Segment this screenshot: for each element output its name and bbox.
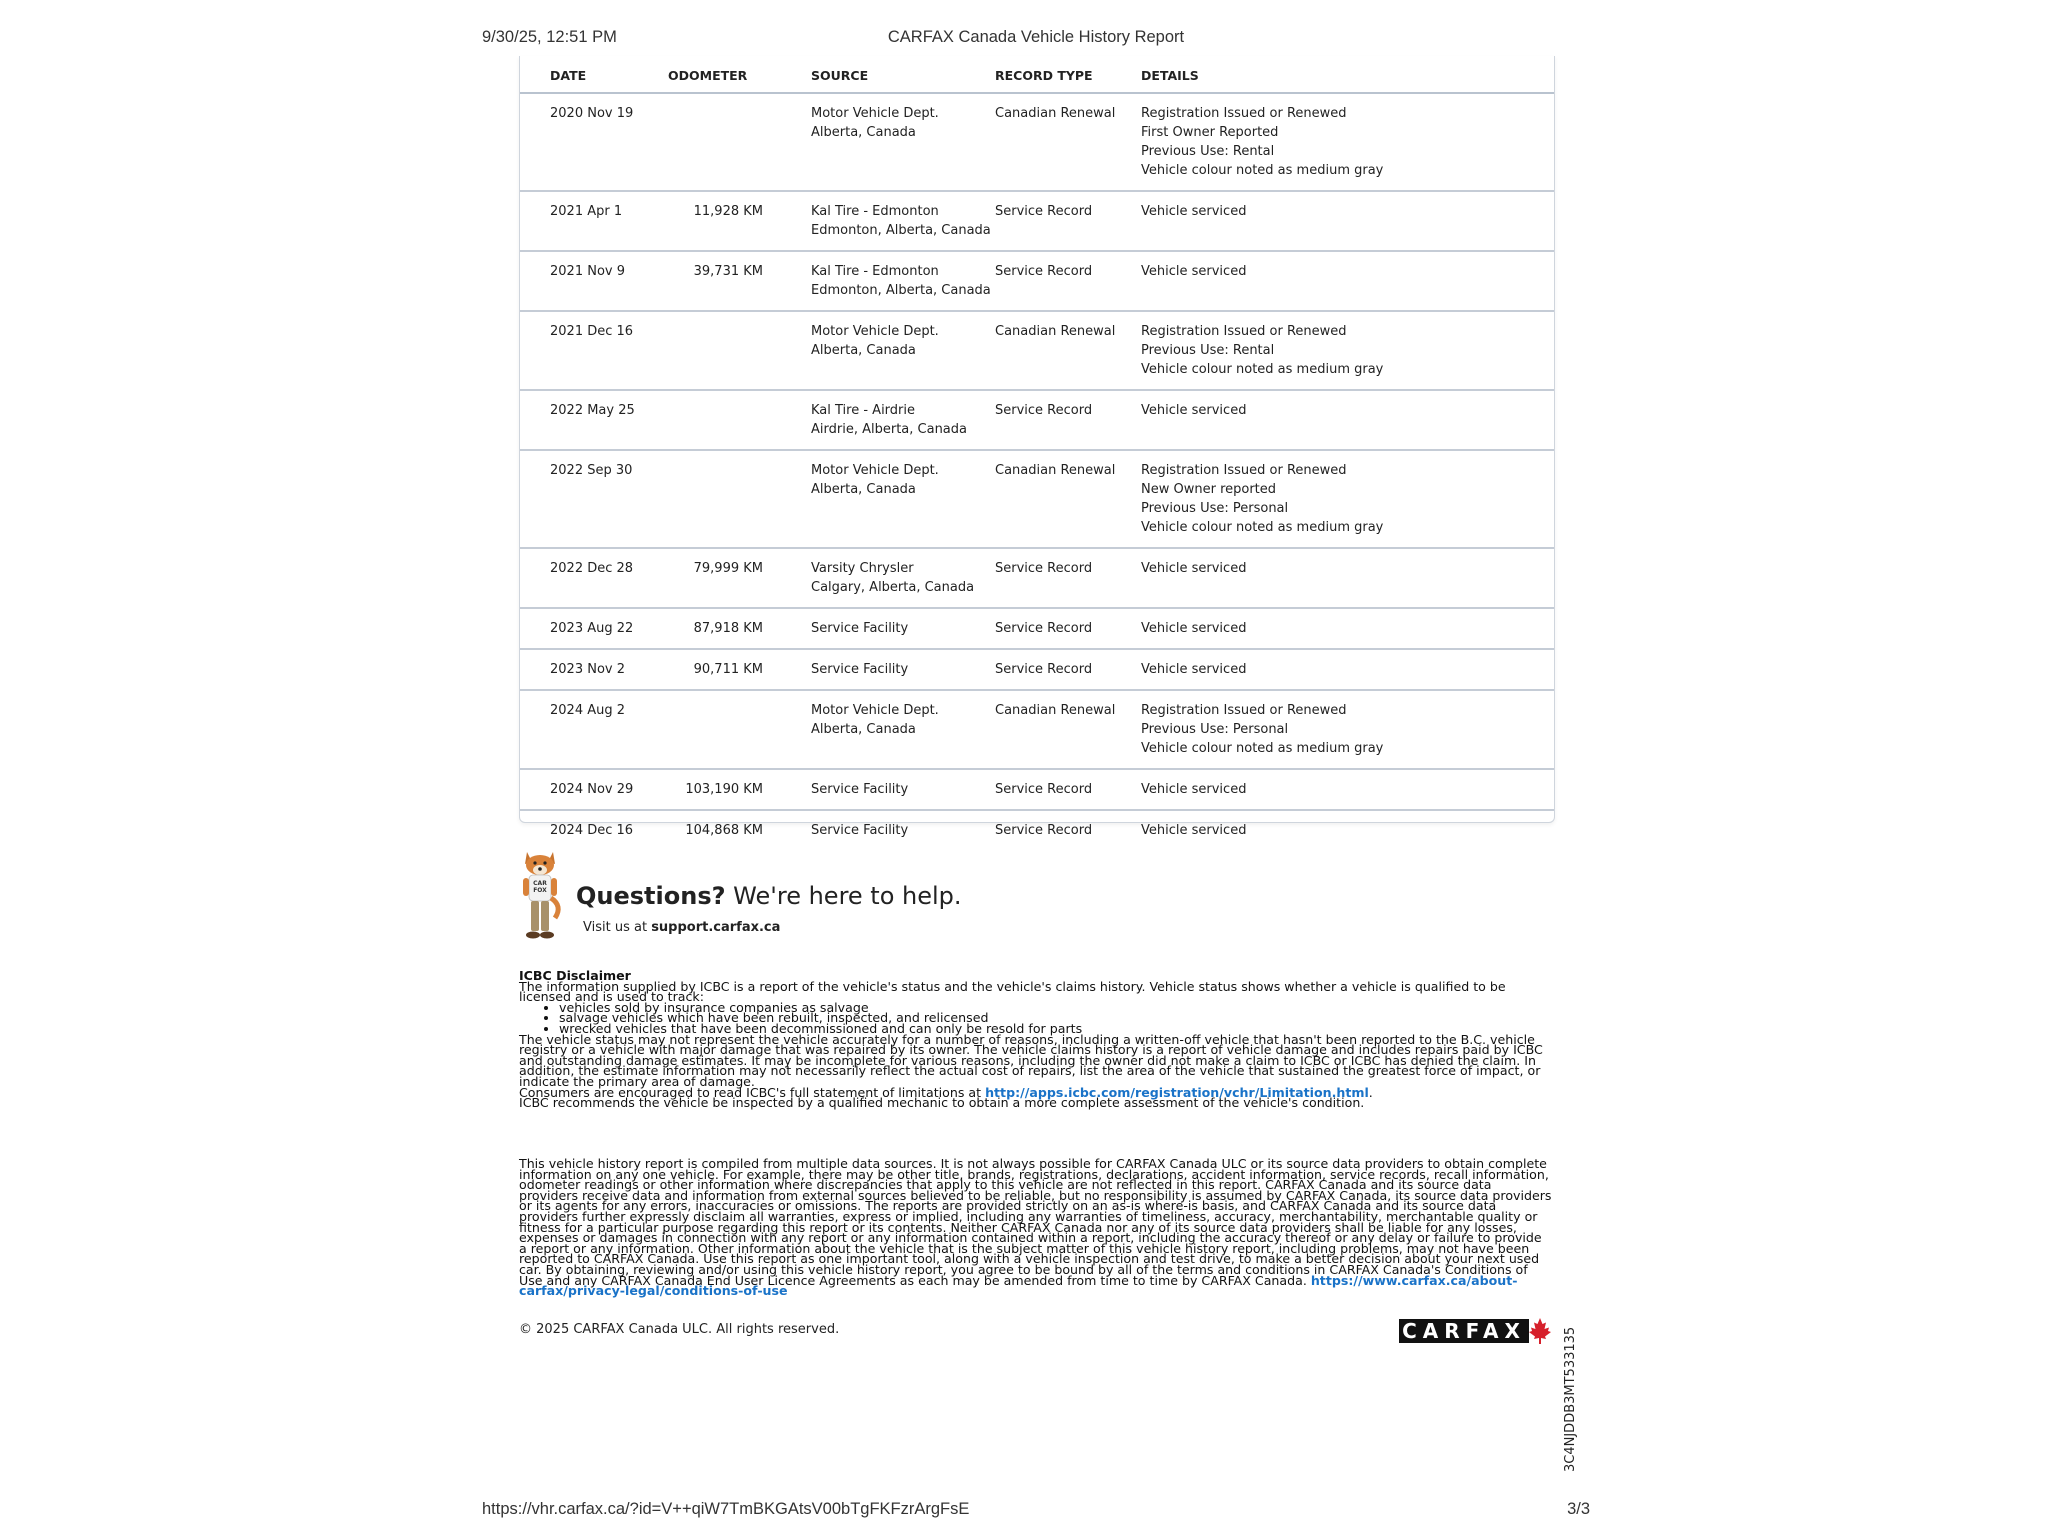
support-link[interactable]: support.carfax.ca [651, 920, 781, 935]
source-line: Service Facility [811, 782, 909, 797]
conditions-of-use-link[interactable]: https://www.carfax.ca/about-carfax/privacy-legal/conditions-of-use [519, 1272, 1518, 1299]
vehicle-history-table [520, 56, 1554, 850]
header-odometer: ODOMETER [653, 56, 781, 93]
cell-source [781, 690, 965, 769]
detail-line: Vehicle serviced [1141, 403, 1247, 418]
table-row [520, 608, 1554, 649]
cell-record-type: Service Record [965, 649, 1111, 690]
cell-date: 2022 Sep 30 [520, 450, 653, 548]
source-line: Edmonton, Alberta, Canada [811, 223, 991, 238]
source-line: Calgary, Alberta, Canada [811, 580, 975, 595]
cell-odometer [653, 93, 781, 191]
carfax-logo-text: CARFAX [1402, 1319, 1526, 1343]
cell-record-type: Service Record [965, 548, 1111, 608]
source-line: Alberta, Canada [811, 482, 916, 497]
detail-line: Vehicle colour noted as medium gray [1141, 741, 1384, 756]
print-datetime: 9/30/25, 12:51 PM [482, 28, 617, 46]
legal-disclaimer [519, 1156, 1553, 1299]
help-title [576, 882, 962, 910]
help-visit-prefix: Visit us at [583, 920, 648, 935]
detail-line: Vehicle colour noted as medium gray [1141, 163, 1384, 178]
list-item: • vehicles sold by insurance companies as salvage [559, 1003, 1553, 1014]
icbc-disclaimer-body: The vehicle status may not represent the vehicle accurately for a number of reasons, including a written-off vehicle that hasn't been reported to the B.C. vehicle registry or a vehicle with major damage that was repaired by its owner. The vehicle claims history is a report of vehicle damage and includes repairs paid by ICBC and outstanding damage estimates. It may be incomplete for various reasons, including the owner did not make a claim to ICBC or ICBC has denied the claim. In addition, the estimate information may not necessarily reflect the actual cost of repairs, list the area of the vehicle that sustained the greatest force of impact, or indicate the primary area of damage. [519, 1031, 1543, 1089]
detail-line: Vehicle colour noted as medium gray [1141, 520, 1384, 535]
cell-date: 2023 Nov 2 [520, 649, 653, 690]
cell-details [1111, 450, 1554, 548]
detail-line: Vehicle serviced [1141, 621, 1247, 636]
cell-odometer: 103,190 KM [653, 769, 781, 810]
cell-details [1111, 251, 1554, 311]
detail-line: Registration Issued or Renewed [1141, 324, 1347, 339]
vin-vertical-text: 3C4NJDDB3MT533135 [1563, 1326, 1578, 1472]
header-source: SOURCE [781, 56, 965, 93]
detail-line: Vehicle serviced [1141, 204, 1247, 219]
cell-record-type: Service Record [995, 823, 1093, 838]
list-item: • wrecked vehicles that have been decommissioned and can only be resold for parts [559, 1024, 1553, 1035]
cell-source [781, 608, 965, 649]
icbc-disclaimer-list [519, 999, 1553, 1036]
cell-odometer: 39,731 KM [653, 251, 781, 311]
cell-details [1111, 93, 1554, 191]
cell-record-type: Canadian Renewal [965, 93, 1111, 191]
source-line: Motor Vehicle Dept. [811, 324, 939, 339]
detail-line: Vehicle serviced [1141, 561, 1247, 576]
cell-date: 2024 Aug 2 [520, 690, 653, 769]
icbc-disclaimer-heading: ICBC Disclaimer [519, 968, 631, 983]
source-line: Motor Vehicle Dept. [811, 703, 939, 718]
cell-record-type: Service Record [965, 251, 1111, 311]
list-item: • salvage vehicles which have been rebuilt, inspected, and relicensed [559, 1013, 1553, 1024]
print-url: https://vhr.carfax.ca/?id=V++qiW7TmBKGAtsV00bTgFKFzrArgFsE [482, 1500, 970, 1518]
table-row [520, 810, 1554, 850]
source-line: Edmonton, Alberta, Canada [811, 283, 991, 298]
cell-details [1111, 769, 1554, 810]
table-row [520, 390, 1554, 450]
cell-odometer: 87,918 KM [653, 608, 781, 649]
table-row [520, 649, 1554, 690]
source-line: Kal Tire - Edmonton [811, 204, 939, 219]
vehicle-history-table-card [519, 56, 1555, 838]
help-title-rest: We're here to help. [733, 882, 962, 910]
copyright-text: © 2025 CARFAX Canada ULC. All rights reserved. [519, 1322, 840, 1337]
cell-source [781, 548, 975, 608]
cell-record-type: Service Record [965, 390, 1111, 450]
detail-line: Vehicle serviced [1141, 782, 1247, 797]
cell-odometer: 79,999 KM [653, 548, 781, 608]
cell-details [1111, 690, 1554, 769]
table-row [520, 690, 1554, 769]
table-row [520, 769, 1554, 810]
source-line: Service Facility [811, 621, 909, 636]
help-block [519, 848, 1119, 943]
cell-details [1111, 390, 1554, 450]
carfax-fox-mascot-icon [519, 848, 563, 942]
cell-record-type: Service Record [965, 191, 1111, 251]
detail-line: Previous Use: Personal [1141, 501, 1289, 516]
cell-details [1111, 810, 1554, 850]
table-row [520, 450, 1554, 548]
detail-line: Registration Issued or Renewed [1141, 463, 1347, 478]
source-line: Service Facility [811, 823, 909, 838]
source-line: Service Facility [811, 662, 909, 677]
mascot-shirt-text-bottom: FOX [533, 887, 547, 894]
cell-record-type: Canadian Renewal [965, 690, 1111, 769]
table-row [520, 93, 1554, 191]
cell-date: 2024 Dec 16 [550, 823, 634, 838]
cell-source [781, 450, 965, 548]
cell-details [1111, 548, 1554, 608]
source-line: Kal Tire - Airdrie [811, 403, 915, 418]
cell-source [781, 251, 991, 311]
header-details: DETAILS [1111, 56, 1554, 93]
cell-odometer: 11,928 KM [653, 191, 781, 251]
cell-source [781, 93, 965, 191]
cell-record-type: Service Record [965, 769, 1111, 810]
cell-source [781, 390, 965, 450]
source-line: Alberta, Canada [811, 343, 916, 358]
cell-odometer [653, 450, 781, 548]
detail-line: Vehicle serviced [1141, 264, 1247, 279]
table-row [520, 311, 1554, 390]
cell-record-type: Service Record [965, 608, 1111, 649]
detail-line: Previous Use: Rental [1141, 343, 1275, 358]
cell-record-type: Canadian Renewal [965, 450, 1111, 548]
table-row [520, 548, 1554, 608]
cell-date: 2023 Aug 22 [520, 608, 653, 649]
cell-odometer: 104,868 KM [685, 823, 763, 838]
detail-line: Previous Use: Personal [1141, 722, 1289, 737]
cell-date: 2022 May 25 [520, 390, 653, 450]
table-row [520, 191, 1554, 251]
cell-date: 2024 Nov 29 [520, 769, 653, 810]
cell-details [1111, 608, 1554, 649]
table-header-row [520, 56, 1554, 93]
help-visit-line [583, 920, 780, 935]
cell-source [781, 810, 965, 850]
icbc-recommend-text: ICBC recommends the vehicle be inspected by a qualified mechanic to obtain a more complete assessment of the vehicle's condition. [519, 1095, 1365, 1111]
source-line: Varsity Chrysler [811, 561, 914, 576]
detail-line: First Owner Reported [1141, 125, 1279, 140]
table-body [520, 93, 1554, 850]
source-line: Alberta, Canada [811, 125, 916, 140]
icbc-disclaimer [519, 968, 1553, 1111]
table-row [520, 251, 1554, 311]
detail-line: Registration Issued or Renewed [1141, 703, 1347, 718]
cell-date: 2021 Apr 1 [520, 191, 653, 251]
cell-date: 2021 Dec 16 [520, 311, 653, 390]
source-line: Alberta, Canada [811, 722, 916, 737]
cell-source [781, 769, 965, 810]
icbc-consumers-text: Consumers are encouraged to read ICBC's full statement of limitations at [519, 1084, 982, 1100]
detail-line: Registration Issued or Renewed [1141, 106, 1347, 121]
cell-odometer [653, 390, 781, 450]
cell-date: 2022 Dec 28 [520, 548, 653, 608]
cell-details [1111, 311, 1554, 390]
source-line: Airdrie, Alberta, Canada [811, 422, 967, 437]
detail-line: New Owner reported [1141, 482, 1277, 497]
print-page-number: 3/3 [1567, 1500, 1590, 1518]
carfax-logo [1399, 1318, 1551, 1344]
cell-date: 2021 Nov 9 [520, 251, 653, 311]
detail-line: Vehicle serviced [1141, 823, 1247, 838]
cell-source [781, 649, 965, 690]
cell-source [781, 191, 991, 251]
cell-odometer [653, 311, 781, 390]
mascot-shirt-text-top: CAR [533, 880, 547, 887]
cell-odometer: 90,711 KM [653, 649, 781, 690]
cell-record-type: Canadian Renewal [965, 311, 1111, 390]
source-line: Motor Vehicle Dept. [811, 106, 939, 121]
cell-date: 2020 Nov 19 [520, 93, 653, 191]
detail-line: Vehicle serviced [1141, 662, 1247, 677]
icbc-disclaimer-intro: The information supplied by ICBC is a report of the vehicle's status and the vehicle's claims history. Vehicle status shows whether a vehicle is qualified to be licensed and is used to track: [519, 978, 1506, 1005]
icbc-consumers-end: . [1368, 1084, 1373, 1100]
legal-text: This vehicle history report is compiled from multiple data sources. It is not always possible for CARFAX Canada ULC or its source data providers to obtain complete information on any one vehicle. For example, there may be other title, brands, registrations, declarations, accident information, service records, recall information, odometer readings or other information where discrepancies that apply to this vehicle are not reflected in this report. CARFAX Canada and its source data providers receive data and information from external sources believed to be reliable, but no responsibility is assumed by CARFAX Canada, its source data providers or its agents for any errors, inaccuracies or omissions. The reports are provided strictly on an as-is where-is basis, and CARFAX Canada and its source data providers further expressly disclaim all warranties, express or implied, including any warranties of timeliness, accuracy, merchantability, merchantable quality or fitness for a particular purpose regarding this report or its contents. Neither CARFAX Canada nor any of its source data providers shall be liable for any losses, expenses or damages in connection with any report or any information contained within a report, including the accuracy thereof or any delay or failure to provide a report or any information. Other information about the vehicle that is the subject matter of this vehicle history report, including problems, may not have been reported to CARFAX Canada. Use this report as one important tool, along with a vehicle inspection and test drive, to make a better decision about your next used car. By obtaining, reviewing and/or using this vehicle history report, you agree to be bound by all of the terms and conditions in CARFAX Canada's Conditions of Use and any CARFAX Canada End User Licence Agreements as each may be amended from time to time by CARFAX Canada. [519, 1156, 1552, 1288]
cell-details [1111, 191, 1554, 251]
source-line: Motor Vehicle Dept. [811, 463, 939, 478]
icbc-limitation-link[interactable]: http://apps.icbc.com/registration/vchr/Limitation.html [985, 1084, 1369, 1100]
cell-details [1111, 649, 1554, 690]
source-line: Kal Tire - Edmonton [811, 264, 939, 279]
cell-odometer [653, 690, 781, 769]
maple-leaf-icon [1529, 1318, 1551, 1344]
detail-line: Vehicle colour noted as medium gray [1141, 362, 1384, 377]
header-record-type: RECORD TYPE [965, 56, 1111, 93]
help-title-bold: Questions? [576, 882, 726, 910]
cell-source [781, 311, 965, 390]
print-title: CARFAX Canada Vehicle History Report [887, 28, 1185, 46]
header-date: DATE [520, 56, 653, 93]
detail-line: Previous Use: Rental [1141, 144, 1275, 159]
